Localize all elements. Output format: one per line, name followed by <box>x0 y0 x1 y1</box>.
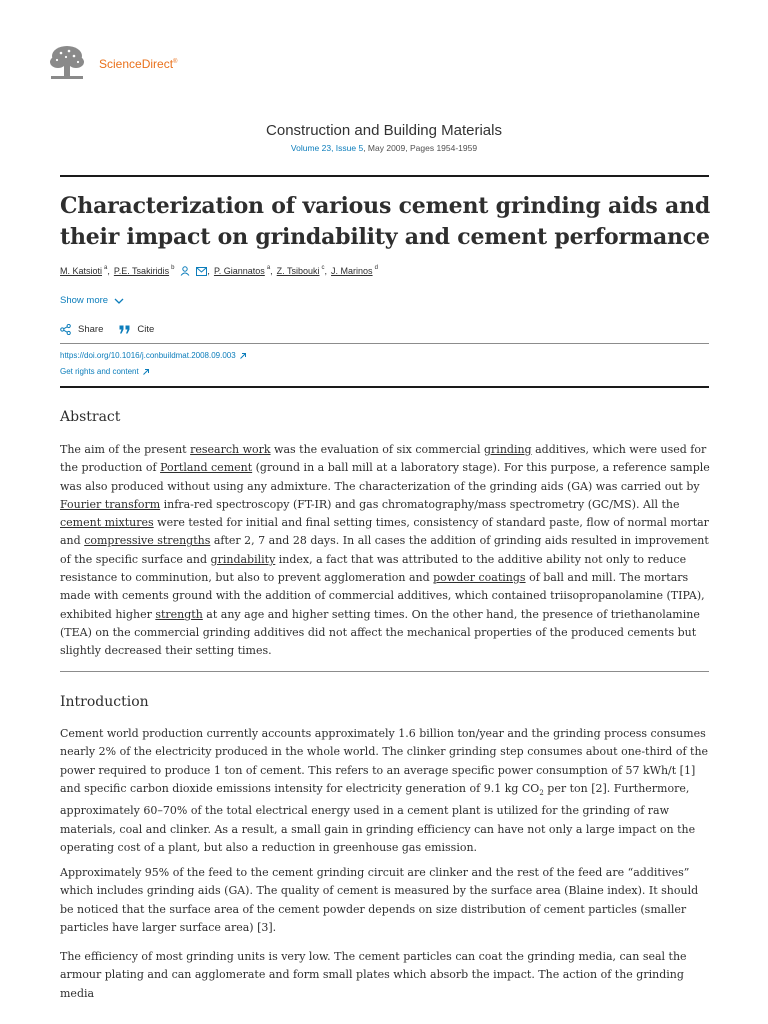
journal-name[interactable]: Construction and Building Materials <box>266 122 502 139</box>
topic-link[interactable]: grindability <box>210 552 276 566</box>
topic-link[interactable]: compressive strengths <box>84 534 211 548</box>
share-button[interactable]: Share <box>60 324 103 335</box>
topic-link[interactable]: Fourier transform <box>60 497 161 511</box>
person-icon[interactable] <box>180 266 190 276</box>
topic-link[interactable]: Portland cement <box>160 461 253 475</box>
topic-link[interactable]: cement mixtures <box>60 516 154 530</box>
topic-link[interactable]: strength <box>155 607 203 621</box>
topic-link[interactable]: powder coatings <box>433 571 526 585</box>
doi-link[interactable]: https://doi.org/10.1016/j.conbuildmat.2008.09.003 <box>60 351 247 360</box>
author-link[interactable]: M. Katsioti <box>60 266 103 276</box>
topic-link[interactable]: grinding <box>484 443 532 456</box>
rights-link[interactable]: Get rights and content <box>60 367 150 376</box>
introduction-paragraph: The efficiency of most grinding units is very low. The cement particles can coat the grinding media, can seal the armour plating and can agglomerate and form small plates which absorb the impact. The action of the grinding media <box>60 950 687 1000</box>
show-more-button[interactable]: Show more <box>60 295 124 306</box>
author-link[interactable]: J. Marinos <box>331 266 373 276</box>
divider <box>60 175 709 177</box>
divider <box>60 386 709 388</box>
author-link[interactable]: P.E. Tsakiridis <box>113 266 170 276</box>
author-link[interactable]: Z. Tsibouki <box>276 266 320 276</box>
quote-icon <box>119 325 130 334</box>
introduction-paragraph: Approximately 95% of the feed to the cement grinding circuit are clinker and the rest of the feed are “additives” which includes grinding aids (GA). The quality of cement is measured by the surface area (Blaine index). It should be noticed that the surface area of the cement powder depends on size distribution of cement particles (smaller particles have larger surface area) [3]. <box>60 866 699 934</box>
author-link[interactable]: P. Giannatos <box>213 266 265 276</box>
introduction-heading: Introduction <box>60 694 149 710</box>
site-header <box>47 43 177 83</box>
introduction-paragraph: Cement world production currently accounts approximately 1.6 billion ton/year and the grinding process consumes nearly 2% of the electricity produced in the whole world. The clinker grinding step consumes about one-third of the power required to produce 1 ton of cement. This refers to an average specific power consumption of 57 kWh/t [1] and specific carbon dioxide emissions intensity for electricity generation of 9.1 kg $CO_2$ per ton [2]. Furthermore, approximately 60–70% of the total electrical energy used in a cement plant is utilized for the grinding of raw materials, coal and clinker. As a result, a small gain in grinding efficiency can have not only a large impact on the operating cost of a plant, but also a reduction in greenhouse gas emission. <box>60 727 709 854</box>
abstract-text: The aim of the present research work was the evaluation of six commercial grinding additives, which were used for the production of Portland cement (ground in a ball mill at a laboratory stage). For this purpose, a reference sample was also produced without using any admixture. The characterization of the grinding aids (GA) was carried out by Fourier transform infra-red spectroscopy (FT-IR) and gas chromatography/mass spectrometry (GC/MS). All the cement mixtures were tested for initial and final setting times, consistency of standard paste, flow of normal mortar and compressive strengths after 2, 7 and 28 days. In all cases the addition of grinding aids resulted in improvement of the specific surface and grindability index, a fact that was attributed to the additive ability not only to reduce resistance to comminution, but also to prevent agglomeration and powder coatings of ball and mill. The mortars made with cements ground with the addition of commercial additives, which contained triisopropanolamine (TIPA), exhibited higher strength at any age and higher setting times. On the other hand, the presence of triethanolamine (TEA) on the commercial grinding additives did not affect the mechanical properties of the produced cements but slightly decreased their setting times. <box>60 443 710 658</box>
chevron-down-icon <box>114 298 124 304</box>
sciencedirect-brand[interactable]: ScienceDirect® <box>99 57 178 71</box>
cite-button[interactable]: Cite <box>119 324 154 335</box>
volume-info: Volume 23, Issue 5, May 2009, Pages 1954-1959 <box>290 143 478 153</box>
elsevier-tree-logo[interactable] <box>47 43 87 83</box>
external-link-icon <box>239 352 247 360</box>
external-link-icon <box>142 368 150 376</box>
divider <box>60 671 709 672</box>
author-list: M. Katsioti $^a$ , P.E. Tsakiridis $^b$ , P. Giannatos $^a$ , Z. Tsibouki $^c$ , J. Marinos $^d$ <box>60 265 378 276</box>
abstract-heading: Abstract <box>60 409 121 425</box>
article-actions <box>60 324 170 335</box>
topic-link[interactable]: research work <box>190 443 271 456</box>
share-icon <box>60 324 71 335</box>
email-icon[interactable] <box>196 267 207 276</box>
divider <box>60 343 709 344</box>
volume-link[interactable]: Volume 23, Issue 5 <box>290 143 364 153</box>
article-title: Characterization of various cement grinding aids and their impact on grindability and cement performance <box>60 193 711 250</box>
